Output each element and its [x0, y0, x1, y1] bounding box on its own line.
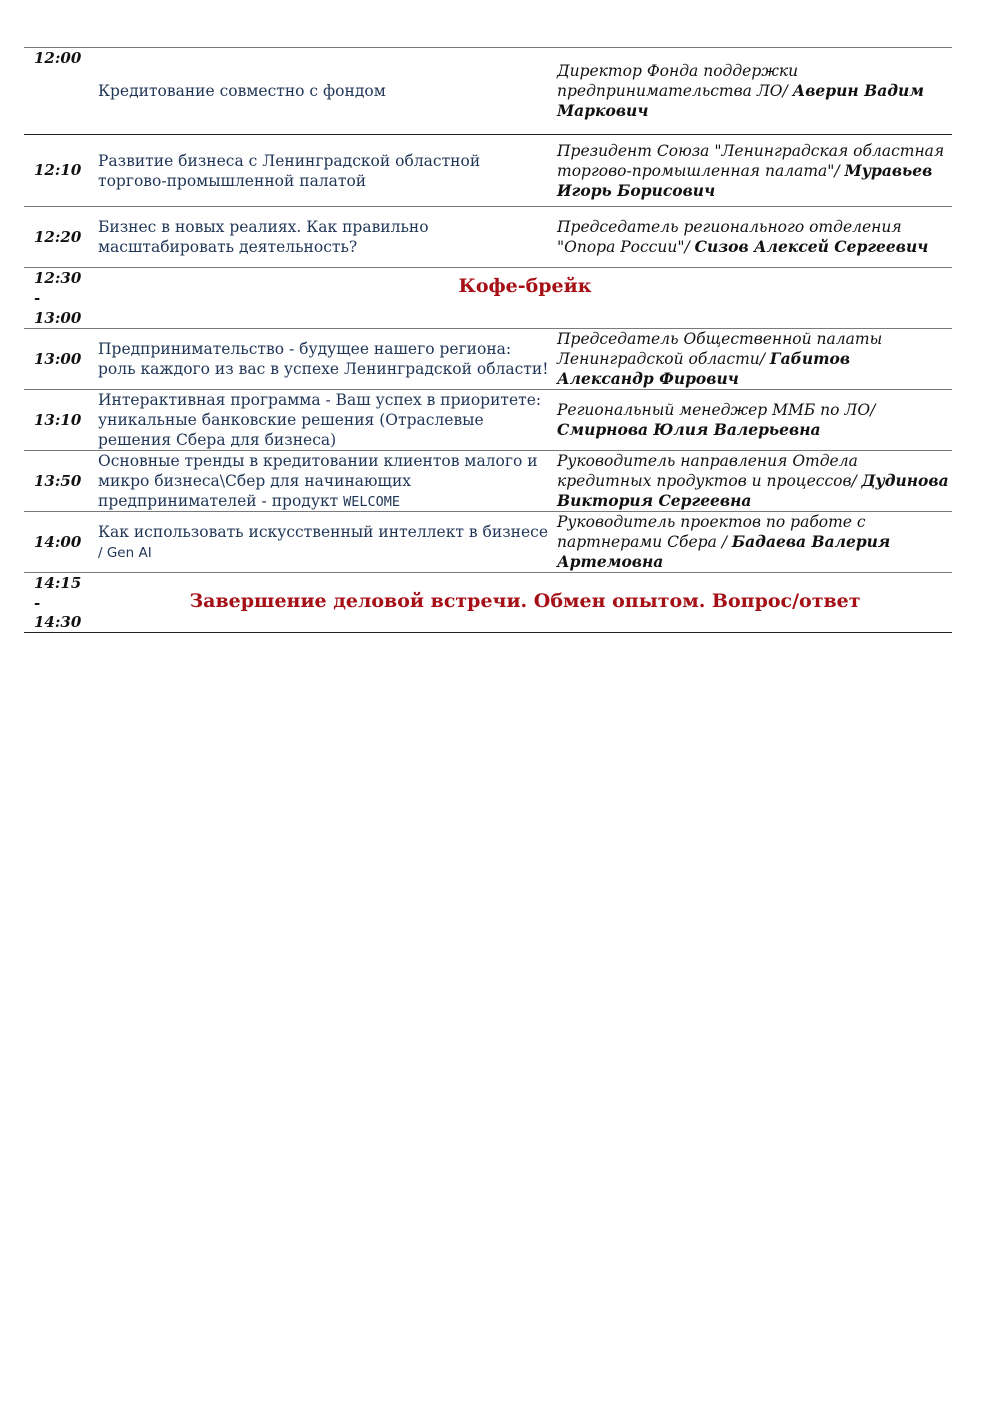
agenda-row — [24, 328, 952, 389]
speaker-cell — [557, 512, 952, 572]
speaker-role: Председатель Общественной палаты Ленинградской области/ — [557, 330, 883, 368]
topic-cell — [98, 207, 557, 267]
speaker-cell — [557, 207, 952, 267]
speaker-cell — [557, 48, 952, 134]
time-end: 13:00 — [34, 309, 82, 327]
time-start: 14:15 — [34, 574, 82, 592]
topic-cell — [98, 329, 557, 389]
speaker-cell — [557, 451, 952, 511]
closing-title: Завершение деловой встречи. Обмен опытом. Вопрос/ответ — [189, 590, 861, 612]
time-end: 14:30 — [34, 613, 82, 631]
agenda-row — [24, 47, 952, 134]
speaker-role: Президент Союза "Ленинградская областная торгово-промышленная палата"/ — [557, 141, 945, 180]
time-cell: 12:20 — [34, 227, 82, 246]
speaker-cell — [557, 390, 952, 450]
topic-text: Основные тренды в кредитовании клиентов малого и микро бизнеса\Сбер для начинающих предпринимателей - продукт — [98, 451, 538, 510]
agenda-row — [24, 450, 952, 511]
speaker-role: Руководитель проектов по работе с партнерами Сбера / — [557, 513, 866, 551]
time-range-cell — [24, 573, 98, 632]
time-cell: 13:10 — [34, 410, 82, 429]
time-range-cell — [24, 268, 98, 328]
topic-cell — [98, 135, 557, 206]
speaker-name: Бадаева Валерия Артемовна — [557, 532, 891, 571]
agenda-row — [24, 389, 952, 450]
agenda-table — [24, 47, 952, 633]
time-start: 12:30 — [34, 269, 82, 287]
topic-text: Бизнес в новых реалиях. Как правильно масштабировать деятельность? — [98, 218, 429, 256]
speaker-role: Руководитель направления Отдела кредитных продуктов и процессов/ — [557, 452, 862, 490]
topic-text: Как использовать искусственный интеллект в бизнесе — [98, 522, 549, 541]
topic-cell — [98, 48, 557, 134]
topic-text: Предпринимательство - будущее нашего региона: роль каждого из вас в успехе Ленинградской области! — [98, 340, 549, 378]
product-name: WELCOME — [343, 493, 401, 510]
topic-text: Развитие бизнеса с Ленинградской областной торгово-промышленной палатой — [98, 151, 481, 190]
topic-suffix: / Gen AI — [98, 544, 152, 561]
topic-cell — [98, 512, 557, 572]
speaker-cell — [557, 329, 952, 389]
speaker-name: Муравьев Игорь Борисович — [557, 160, 933, 200]
agenda-row — [24, 511, 952, 572]
coffee-break-title: Кофе-брейк — [458, 275, 592, 297]
topic-cell — [98, 390, 557, 450]
time-separator: - — [34, 593, 41, 612]
speaker-name: Сизов Алексей Сергеевич — [694, 237, 929, 256]
time-cell: 13:50 — [34, 471, 82, 490]
time-cell: 12:10 — [34, 161, 82, 179]
speaker-role: Директор Фонда поддержки предпринимательства ЛО/ — [557, 62, 799, 100]
closing-row — [24, 572, 952, 633]
speaker-name: Габитов Александр Фирович — [557, 349, 851, 388]
topic-cell — [98, 451, 557, 511]
time-cell: 13:00 — [34, 349, 82, 368]
time-separator: - — [34, 289, 41, 307]
speaker-role: Региональный менеджер ММБ по ЛО/ — [557, 401, 876, 419]
time-cell: 14:00 — [34, 532, 82, 551]
agenda-row — [24, 206, 952, 267]
speaker-name: Аверин Вадим Маркович — [557, 81, 925, 120]
speaker-cell — [557, 135, 952, 206]
time-cell: 12:00 — [34, 49, 82, 67]
agenda-row — [24, 134, 952, 206]
speaker-name: Дудинова Виктория Сергеевна — [557, 471, 949, 510]
speaker-role: Председатель регионального отделения "Опора России"/ — [557, 218, 902, 256]
speaker-name: Смирнова Юлия Валерьевна — [557, 420, 821, 439]
topic-text: Интерактивная программа - Ваш успех в приоритете: уникальные банковские решения (Отраслевые решения Сбера для бизнеса) — [98, 391, 542, 449]
topic-text: Кредитование совместно с фондом — [98, 82, 386, 100]
break-row — [24, 267, 952, 328]
